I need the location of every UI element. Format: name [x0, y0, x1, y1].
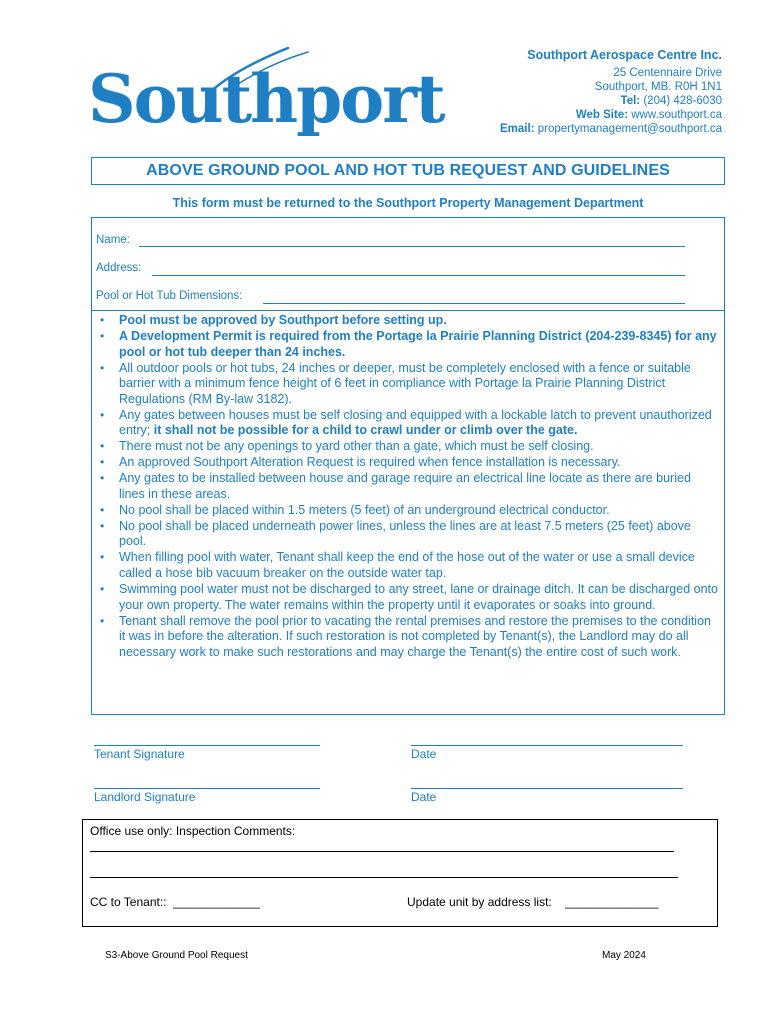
guideline-item — [119, 582, 720, 613]
tel-line — [500, 94, 722, 108]
tel-label: Tel: — [620, 95, 641, 107]
guideline-item — [119, 503, 720, 519]
guidelines-list — [92, 313, 720, 661]
guideline-item — [119, 313, 720, 329]
form-box — [91, 217, 725, 715]
field-separator — [92, 310, 724, 311]
tenant-date-label: Date — [411, 747, 437, 761]
cc-blank[interactable]: _____________ — [173, 895, 260, 909]
email-value[interactable]: propertymanagement@southport.ca — [537, 123, 722, 135]
guideline-bold-text: A Development Permit is required from the Portage la Prairie Planning District (204-239-8345) for any pool or hot tub deeper than 24 inches. — [119, 328, 717, 359]
address-field[interactable] — [152, 275, 685, 276]
guideline-item — [119, 329, 720, 360]
office-use-box — [82, 819, 718, 927]
guideline-text: No pool shall be placed underneath power lines, unless the lines are at least 7.5 meters (25 feet) above pool. — [119, 518, 691, 549]
office-comments-label: Office use only: Inspection Comments: — [90, 824, 296, 838]
address-line-2: Southport, MB. R0H 1N1 — [594, 81, 722, 93]
address-label: Address: — [96, 262, 142, 274]
guideline-item — [119, 550, 720, 581]
comments-line-1[interactable] — [90, 851, 674, 852]
tenant-date-line[interactable] — [411, 745, 683, 746]
web-line — [500, 108, 722, 122]
cc-to-tenant-label — [90, 895, 260, 909]
name-label: Name: — [96, 234, 130, 246]
form-title: ABOVE GROUND POOL AND HOT TUB REQUEST AND GUIDELINES — [91, 157, 725, 185]
landlord-date-line[interactable] — [411, 788, 683, 789]
update-unit-label — [407, 895, 659, 909]
address-line-1: 25 Centennaire Drive — [613, 67, 722, 79]
cc-label: CC to Tenant:: — [90, 895, 167, 909]
dimensions-label: Pool or Hot Tub Dimensions: — [96, 290, 243, 302]
tenant-signature-label: Tenant Signature — [94, 747, 185, 761]
guideline-item — [119, 471, 720, 502]
tenant-signature-line[interactable] — [94, 745, 320, 746]
web-label: Web Site: — [575, 109, 629, 121]
guideline-item — [119, 439, 720, 455]
guideline-text: All outdoor pools or hot tubs, 24 inches or deeper, must be completely enclosed with a fence or suitable barrier with a minimum fence height of 6 feet in compliance with Portage la Prairie Planning District Regulations (RM By-law 3182). — [119, 360, 691, 406]
guideline-bold-emphasis: it shall not be possible for a child to crawl under or climb over the gate. — [153, 423, 578, 438]
contact-block — [500, 48, 722, 136]
guideline-text: Swimming pool water must not be discharged to any street, lane or drainage ditch. It can be discharged onto your own property. The water remains within the property until it evaporates or soaks into ground. — [119, 582, 718, 612]
guideline-item — [119, 408, 720, 439]
landlord-date-label: Date — [411, 790, 437, 804]
guideline-text: Any gates between houses must be self closing and equipped with a lockable latch to prevent unauthorized entry; — [119, 407, 712, 438]
web-value[interactable]: www.southport.ca — [631, 109, 722, 121]
dimensions-field[interactable] — [263, 303, 685, 304]
landlord-signature-label: Landlord Signature — [94, 790, 196, 804]
name-field[interactable] — [139, 246, 685, 247]
email-line — [500, 122, 722, 136]
guideline-item — [119, 361, 720, 408]
email-label: Email: — [500, 123, 535, 135]
guideline-text: No pool shall be placed within 1.5 meters (5 feet) of an underground electrical conductor. — [119, 502, 610, 517]
company-name: Southport Aerospace Centre Inc. — [527, 48, 722, 62]
footer-date: May 2024 — [602, 950, 646, 961]
guideline-text: There must not be any openings to yard other than a gate, which must be self closing. — [119, 439, 594, 454]
guideline-text: Tenant shall remove the pool prior to vacating the rental premises and restore the premises to the condition it was in before the alteration. If such restoration is not completed by Tenant(s), the Landlord may do all necessary work to make such restorations and may charge the Tenant(s) the entire cost of such work. — [119, 613, 711, 659]
update-blank[interactable]: ______________ — [565, 895, 659, 909]
guideline-item — [119, 519, 720, 550]
footer-form-id: S3-Above Ground Pool Request — [105, 950, 248, 961]
form-subtitle: This form must be returned to the Southport Property Management Department — [172, 196, 644, 210]
guideline-text: When filling pool with water, Tenant shall keep the end of the hose out of the water or use a small device called a hose bib vacuum breaker on the outside water tap. — [119, 550, 695, 581]
guideline-item — [119, 614, 720, 661]
guideline-item — [119, 455, 720, 471]
logo-text: Southport — [88, 60, 444, 138]
comments-line-2[interactable] — [90, 877, 678, 878]
landlord-signature-line[interactable] — [94, 788, 320, 789]
guideline-text: An approved Southport Alteration Request is required when fence installation is necessary. — [119, 455, 621, 470]
update-label: Update unit by address list: — [407, 895, 552, 909]
guideline-bold-text: Pool must be approved by Southport before setting up. — [119, 313, 447, 327]
southport-logo — [88, 44, 444, 148]
tel-value: (204) 428-6030 — [643, 95, 722, 107]
guideline-text: Any gates to be installed between house and garage require an electrical line locate as there are buried lines in these areas. — [119, 471, 691, 501]
